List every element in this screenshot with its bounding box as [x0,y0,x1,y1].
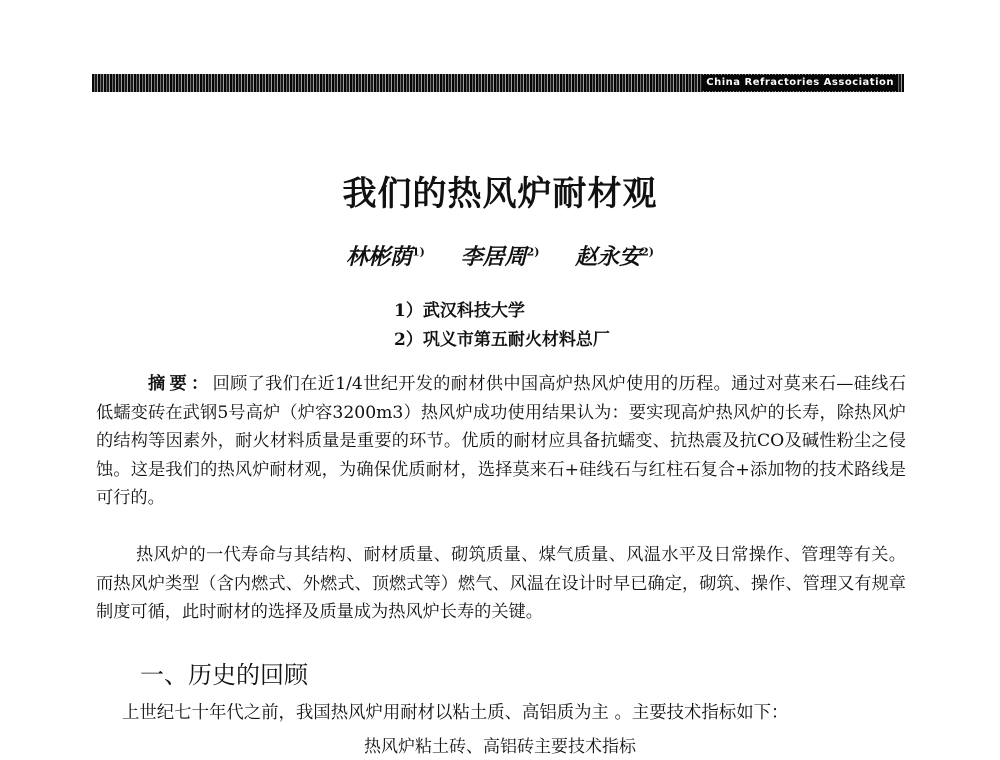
affiliation-1: 1）武汉科技大学 [394,301,525,321]
author-name: 李居周 [460,244,527,270]
author-name: 赵永安 [575,244,642,270]
journal-banner-text: China Refractories Association [702,75,898,91]
journal-header-band [92,74,904,92]
section-heading: 一、历史的回顾 [140,661,308,689]
author-list [0,240,1000,271]
paper-title: 我们的热风炉耐材观 [342,174,658,214]
abstract [96,370,906,513]
intro-paragraph: 热风炉的一代寿命与其结构、耐材质量、砌筑质量、煤气质量、风温水平及日常操作、管理等有关。而热风炉类型（含内燃式、外燃式、顶燃式等）燃气、风温在设计时早已确定，砌筑、操作、管理又有规章制度可循，此时耐材的选择及质量成为热风炉长寿的关键。 [96,545,906,622]
abstract-text: 回顾了我们在近1/4世纪开发的耐材供中国高炉热风炉使用的历程。通过对莫来石—硅线石低蠕变砖在武钢5号高炉（炉容3200m3）热风炉成功使用结果认为：要实现高炉热风炉的长寿，除热风炉的结构等因素外，耐火材料质量是重要的环节。优质的耐材应具备抗蠕变、抗热震及抗CO及碱性粉尘之侵蚀。这是我们的热风炉耐材观，为确保优质耐材，选择莫来石+硅线石与红柱石复合+添加物的技术路线是可行的。 [96,374,906,508]
table-caption: 热风炉粘土砖、高铝砖主要技术指标 [364,737,636,757]
body-paragraph: 上世纪七十年代之前，我国热风炉用耐材以粘土质、高铝质为主 。主要技术指标如下： [122,703,789,723]
abstract-label: 摘要： [148,374,213,394]
affiliation-mark: 2) [526,245,540,259]
affiliation-mark: 1) [412,245,425,259]
affiliation-2: 2）巩义市第五耐火材料总厂 [394,330,610,350]
affiliation-mark: 2) [641,245,654,259]
author-1 [346,244,425,270]
author-3 [575,244,654,270]
author-2 [461,244,540,270]
author-name: 林彬荫 [346,244,413,270]
